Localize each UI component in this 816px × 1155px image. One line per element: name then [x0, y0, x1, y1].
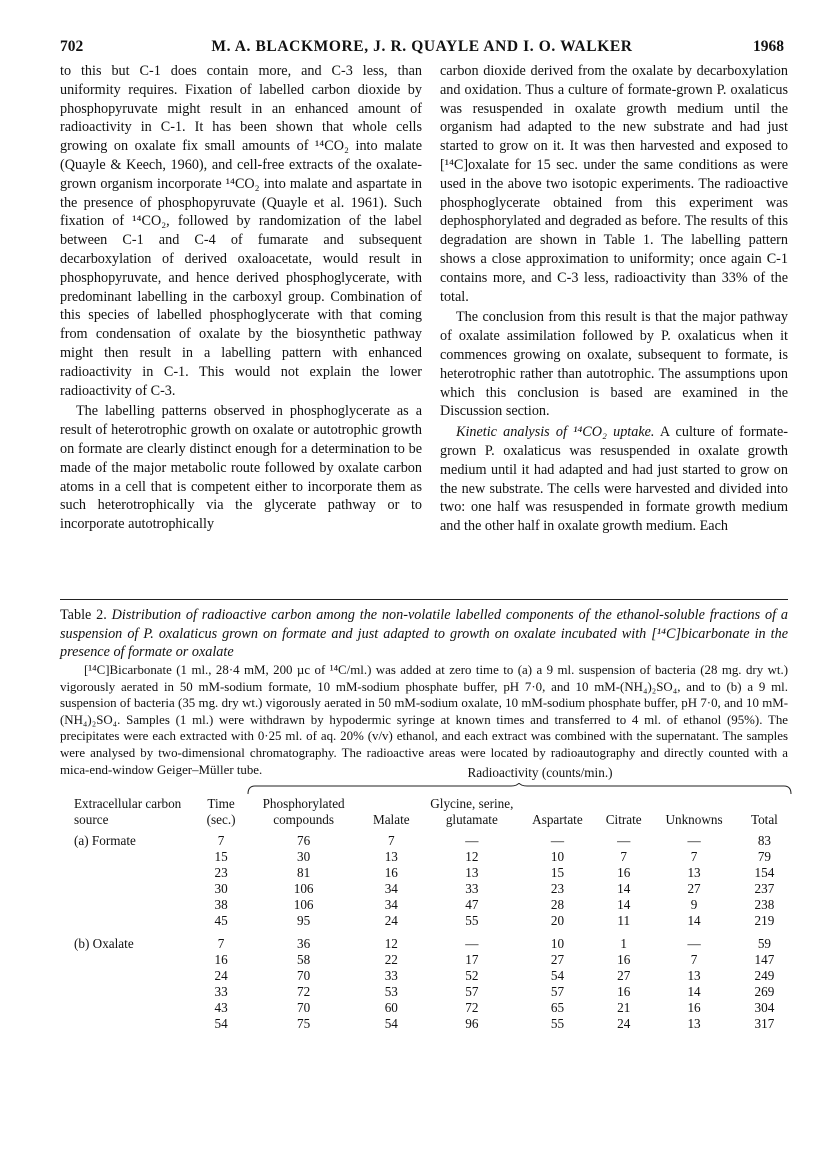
table-cell: 28 — [550, 896, 565, 912]
table-cell: 317 — [754, 1015, 775, 1031]
right-column — [440, 62, 788, 536]
row-source-label — [60, 968, 195, 984]
table-cell: 10 — [550, 848, 565, 864]
table-cell: 14 — [617, 880, 631, 896]
table-cell: 304 — [754, 1000, 775, 1016]
table-cell: 54 — [550, 968, 565, 984]
table-row — [60, 952, 794, 968]
table-cell: 70 — [297, 1000, 311, 1016]
table-cell: 23 — [214, 864, 228, 880]
table-cell: 34 — [384, 896, 398, 912]
table-cell: — — [550, 833, 565, 848]
table-cell: 55 — [550, 1015, 565, 1031]
table-row — [60, 849, 794, 865]
table-cell: 60 — [384, 1000, 398, 1016]
table-cell: 7 — [217, 936, 225, 952]
table-cell: 9 — [690, 896, 698, 912]
table-cell: 16 — [687, 1000, 701, 1016]
table-cell: 13 — [687, 968, 701, 984]
table-cell: 53 — [384, 984, 398, 1000]
table-cell: 24 — [384, 912, 398, 928]
data-table — [60, 796, 794, 1032]
table-cell: 81 — [297, 864, 311, 880]
table-cell: 21 — [617, 1000, 631, 1016]
row-source-label — [60, 952, 195, 968]
column-header: Aspartate — [532, 811, 583, 827]
left-column — [60, 62, 422, 534]
table-cell: 36 — [297, 936, 311, 952]
table-cell: — — [617, 833, 631, 848]
column-header: Unknowns — [665, 811, 723, 827]
table-note: [¹⁴C]Bicarbonate (1 ml., 28·4 mM, 200 µc of ¹⁴C/ml.) was added at zero time to (a) a 9 ml. suspension of bacteria (28 mg. dry wt.) vigorously aerated in 50 mM-sodium formate, 10 mM-sodium phosphate buffer, pH 7·0, and 10 mM-(NH₄)₂SO₄, and to (b) a 9 ml. suspension of bacteria (35 mg. dry wt.) vigorously aerated in 50 mM-sodium oxalate, 10 mM-sodium phosphate buffer, pH 7·0, and 10 mM-(NH₄)₂SO₄. Samples (1 ml.) were withdrawn by hypodermic syringe at known times and transferred to 4 ml. of ethanol (95%). The precipitates were each extracted with 0·25 ml. of aq. 20% (v/v) ethanol, and each extract was combined with the supernatant. The samples were analysed by two-dimensional chromatography. The radioactive areas were located by radioautography and directly counted with a mica-end-window Geiger–Müller tube. — [60, 663, 788, 777]
group-brace — [247, 783, 792, 795]
table-cell: 16 — [617, 864, 631, 880]
row-source-label — [60, 1016, 195, 1032]
group-spacer — [60, 928, 794, 936]
table-cell: 7 — [690, 848, 698, 864]
table-row — [60, 913, 794, 929]
running-authors: M. A. BLACKMORE, J. R. QUAYLE AND I. O. WALKER — [211, 38, 633, 55]
table-cell: 16 — [384, 864, 398, 880]
table-cell: 54 — [384, 1015, 398, 1031]
table-cell: 7 — [690, 952, 698, 968]
row-source-label — [60, 984, 195, 1000]
table-cell: 13 — [465, 864, 479, 880]
table-row — [60, 833, 794, 849]
column-header: Citrate — [605, 811, 642, 827]
table-row — [60, 1016, 794, 1032]
row-source-label — [60, 849, 195, 865]
table-cell: 13 — [384, 848, 398, 864]
table-row — [60, 1000, 794, 1016]
row-source-label — [60, 1000, 195, 1016]
table-cell: 7 — [387, 833, 395, 848]
table-cell: 54 — [214, 1015, 228, 1031]
table-cell: 33 — [465, 880, 479, 896]
table-cell: 75 — [297, 1015, 311, 1031]
table-cell: 47 — [465, 896, 479, 912]
table-cell: 57 — [550, 984, 565, 1000]
table-cell: 65 — [550, 1000, 565, 1016]
table-cell: 17 — [465, 952, 479, 968]
table-cell: 83 — [757, 833, 771, 848]
table-cell: 96 — [465, 1015, 479, 1031]
table-cell: 219 — [754, 912, 775, 928]
table-cell: 16 — [617, 984, 631, 1000]
table-row — [60, 897, 794, 913]
year: 1968 — [753, 38, 784, 55]
table-cell: — — [687, 833, 701, 848]
table-cell: 27 — [687, 880, 701, 896]
table-cell: 7 — [217, 833, 225, 848]
table-cell: — — [687, 936, 701, 952]
table-cell: 27 — [617, 968, 631, 984]
table-cell: 59 — [757, 936, 771, 952]
table-cell: 30 — [297, 848, 311, 864]
row-source-label: (b) Oxalate — [74, 936, 134, 952]
left-paragraph-1: to this but C-1 does contain more, and C-3 less, than uniformity requires. Fixation of labelled carbon dioxide by phosphopyruvate might result in an enhanced amount of radioactivity in C-1. It has been shown that whole cells growing on oxalate fix small amounts of ¹⁴CO₂ into malate (Quayle & Keech, 1960), and cell-free extracts of the oxalate-grown organism incorporate ¹⁴CO₂ into malate and aspartate in the presence of phosphopyruvate (Quayle et al. 1961). Such fixation of ¹⁴CO₂, followed by randomization of the label between C-1 and C-4 of fumarate and subsequent decarboxylation of derived oxaloacetate, would result in phosphopyruvate, and hence derived phosphoglycerate, with predominant labelling in the carboxyl group. Combination of this species of labelled phosphoglycerate with that coming from condensation of oxalate by the biosynthetic pathway might then result in a labelling pattern with enhanced radioactivity in C-1. This would not explain the lower radioactivity of C-3. — [60, 63, 422, 399]
column-header: Time (sec.) — [206, 796, 236, 827]
table-cell: 33 — [384, 968, 398, 984]
table-cell: 15 — [214, 848, 228, 864]
page-number: 702 — [60, 38, 84, 55]
table-cell: 1 — [620, 936, 627, 952]
table-cell: 23 — [550, 880, 565, 896]
table-cell: — — [465, 833, 479, 848]
table-cell: 30 — [214, 880, 228, 896]
table-cell: 106 — [293, 896, 314, 912]
table-cell: 13 — [687, 1015, 701, 1031]
group-header: Radioactivity (counts/min.) — [467, 765, 613, 780]
left-paragraph-2: The labelling patterns observed in phosphoglycerate as a result of heterotrophic growth on oxalate or autotrophic growth on formate are clearly distinct enough for a determination to be made of the major metabolic route followed by oxalate carbon atoms in a cell that is competent either to incorporate them as such heterotrophically via the glycerate pathway or to incorporate autotrophically — [60, 403, 422, 533]
column-header: Total — [750, 811, 778, 827]
table-cell: 14 — [617, 896, 631, 912]
table-label: Table 2. — [60, 607, 107, 623]
column-header: Extracellular carbon source — [74, 796, 182, 827]
table-cell: 238 — [754, 896, 775, 912]
table-cell: 79 — [757, 848, 771, 864]
table-cell: 27 — [550, 952, 565, 968]
table-caption-text: Distribution of radioactive carbon among the non-volatile labelled components of the ethanol-soluble fractions of a suspension of P. oxalaticus grown on formate and just adapted to growth on oxalate incubated with [¹⁴C]bicarbonate in the presence of formate or oxalate — [60, 607, 789, 661]
table-cell: 57 — [465, 984, 479, 1000]
column-header: Phosphorylated compounds — [262, 796, 345, 827]
section-divider — [60, 599, 788, 600]
table-cell: 22 — [384, 952, 398, 968]
header-row — [60, 796, 794, 833]
row-source-label — [60, 881, 195, 897]
right-paragraph-3 — [440, 423, 788, 536]
table-cell: 13 — [687, 864, 701, 880]
column-header: Glycine, serine, glutamate — [430, 796, 514, 827]
row-source-label — [60, 865, 195, 881]
table-cell: 14 — [687, 984, 701, 1000]
column-header: Malate — [372, 811, 410, 827]
table-row — [60, 865, 794, 881]
table-cell: — — [465, 936, 479, 952]
table-cell: 147 — [754, 952, 775, 968]
table-cell: 12 — [465, 848, 479, 864]
table-cell: 24 — [214, 968, 228, 984]
row-source-label — [60, 913, 195, 929]
table-cell: 58 — [297, 952, 311, 968]
table-cell: 7 — [620, 848, 627, 864]
table-cell: 16 — [617, 952, 631, 968]
table-cell: 106 — [293, 880, 314, 896]
table-row — [60, 936, 794, 952]
table-cell: 34 — [384, 880, 398, 896]
table-cell: 38 — [214, 896, 228, 912]
table-cell: 72 — [297, 984, 311, 1000]
row-source-label — [60, 897, 195, 913]
table-row — [60, 968, 794, 984]
table-cell: 45 — [214, 912, 228, 928]
table-cell: 72 — [465, 1000, 479, 1016]
row-source-label: (a) Formate — [74, 833, 136, 848]
table-cell: 70 — [297, 968, 311, 984]
table-cell: 237 — [754, 880, 775, 896]
table-cell: 249 — [754, 968, 775, 984]
table-cell: 16 — [214, 952, 228, 968]
table-cell: 95 — [297, 912, 311, 928]
table-cell: 14 — [687, 912, 701, 928]
table-cell: 10 — [550, 936, 565, 952]
table-caption — [60, 606, 788, 662]
table-cell: 33 — [214, 984, 228, 1000]
section-heading: Kinetic analysis of ¹⁴CO₂ uptake. — [456, 424, 655, 441]
table-cell: 20 — [550, 912, 565, 928]
table-cell: 52 — [465, 968, 479, 984]
table-row — [60, 881, 794, 897]
table-cell: 154 — [754, 864, 775, 880]
right-paragraph-1: carbon dioxide derived from the oxalate by decarboxylation and oxidation. Thus a culture of formate-grown P. oxalaticus was resuspended in oxalate growth medium until the organism had adapted to the new substrate and had just started to grow on it. It was then harvested and exposed to [¹⁴C]oxalate for 15 sec. under the same conditions as were used in the above two isotopic experiments. The radioactive phosphoglycerate obtained from this experiment was dephosphorylated and degraded as before. The results of this degradation are shown in Table 1. The labelling pattern shows a close approximation to uniformity; once again C-1 contains more, and C-3 less, radioactivity than 33% of the total. — [440, 63, 788, 305]
table-cell: 11 — [617, 912, 631, 928]
table-cell: 76 — [297, 833, 311, 848]
table-cell: 269 — [754, 984, 775, 1000]
table-cell: 43 — [214, 1000, 228, 1016]
table-cell: 15 — [550, 864, 565, 880]
right-paragraph-2: The conclusion from this result is that the major pathway of oxalate assimilation followed by P. oxalaticus when it commences growing on oxalate, subsequent to formate, is heterotrophic rather than autotrophic. The assumptions upon which this conclusion is based are examined in the Discussion section. — [440, 309, 788, 420]
table-cell: 55 — [465, 912, 479, 928]
table-cell: 12 — [384, 936, 398, 952]
table-row — [60, 984, 794, 1000]
page-header — [60, 38, 784, 62]
section-text: A culture of formate-grown P. oxalaticus was resuspended in oxalate growth medium until it had adapted and had just started to grow on the new substrate. The cells were harvested and divided into two: one half was resuspended in formate growth medium and the other half in oxalate growth medium. Each — [440, 424, 788, 535]
table-cell: 24 — [617, 1015, 631, 1031]
